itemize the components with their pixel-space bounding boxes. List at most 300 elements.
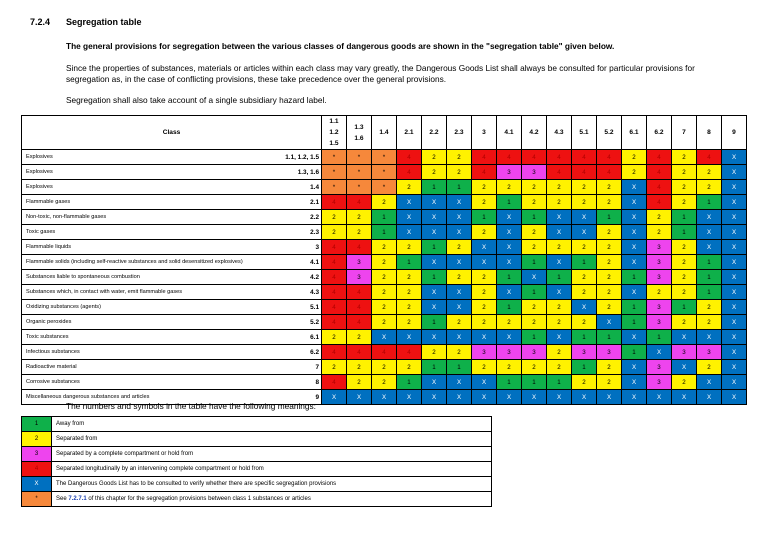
segregation-cell: 2 xyxy=(497,360,522,375)
segregation-cell: 2 xyxy=(672,180,697,195)
segregation-cell: 2 xyxy=(472,195,497,210)
segregation-cell: 3 xyxy=(597,345,622,360)
legend-symbol: X xyxy=(22,477,52,492)
segregation-cell: 2 xyxy=(597,195,622,210)
table-row xyxy=(22,330,747,345)
segregation-cell: 3 xyxy=(472,345,497,360)
segregation-cell: X xyxy=(422,330,447,345)
segregation-cell: 2 xyxy=(447,240,472,255)
segregation-cell: 2 xyxy=(447,150,472,165)
segregation-cell: 2 xyxy=(372,270,397,285)
segregation-cell: * xyxy=(347,165,372,180)
segregation-cell: 1 xyxy=(597,330,622,345)
table-row xyxy=(22,270,747,285)
table-row xyxy=(22,150,747,165)
segregation-cell: 2 xyxy=(547,360,572,375)
row-class-name: Infectious substances xyxy=(22,345,278,360)
segregation-cell: X xyxy=(547,330,572,345)
segregation-cell: 1 xyxy=(672,225,697,240)
segregation-cell: X xyxy=(622,330,647,345)
column-header: 2.2 xyxy=(422,116,447,150)
column-header: 6.2 xyxy=(647,116,672,150)
segregation-cell: X xyxy=(722,375,747,390)
segregation-cell: 2 xyxy=(522,315,547,330)
column-header: 5.2 xyxy=(597,116,622,150)
segregation-cell: 2 xyxy=(647,210,672,225)
segregation-cell: X xyxy=(547,390,572,405)
segregation-cell: 4 xyxy=(347,285,372,300)
segregation-cell: 1 xyxy=(697,285,722,300)
row-class-name: Explosives xyxy=(22,165,278,180)
segregation-cell: X xyxy=(722,195,747,210)
row-class-number: 1.4 xyxy=(278,180,322,195)
dgl-note-paragraph: Since the properties of substances, materials or articles within each class may vary greatly, the Dangerous Goods List shall always be consulted for particular provisions for segregation as, in the case of conflicting provisions, these take precedence over the general provisions. xyxy=(66,63,695,84)
row-class-name: Flammable solids (including self-reactive substances and solid desensitized explosives) xyxy=(22,255,278,270)
segregation-cell: 2 xyxy=(697,165,722,180)
section-number: 7.2.4 xyxy=(30,17,51,27)
row-class-name: Explosives xyxy=(22,150,278,165)
segregation-cell: 1 xyxy=(422,360,447,375)
row-class-number: 8 xyxy=(278,375,322,390)
segregation-cell: 2 xyxy=(597,285,622,300)
segregation-cell: 2 xyxy=(397,240,422,255)
column-header: 6.1 xyxy=(622,116,647,150)
segregation-cell: X xyxy=(397,210,422,225)
legend-table xyxy=(21,416,492,507)
segregation-cell: 2 xyxy=(697,360,722,375)
meanings-intro: The numbers and symbols in the table have the following meanings: xyxy=(66,401,316,411)
segregation-cell: X xyxy=(572,300,597,315)
table-row xyxy=(22,360,747,375)
segregation-cell: 2 xyxy=(572,285,597,300)
segregation-cell: X xyxy=(722,270,747,285)
segregation-cell: X xyxy=(722,165,747,180)
segregation-cell: 2 xyxy=(472,180,497,195)
segregation-cell: 1 xyxy=(447,360,472,375)
segregation-cell: X xyxy=(697,375,722,390)
segregation-cell: X xyxy=(422,195,447,210)
segregation-cell: X xyxy=(447,330,472,345)
segregation-cell: 4 xyxy=(647,195,672,210)
segregation-cell: 4 xyxy=(347,195,372,210)
segregation-cell: 2 xyxy=(447,165,472,180)
segregation-cell: X xyxy=(397,225,422,240)
segregation-cell: 2 xyxy=(522,225,547,240)
segregation-cell: X xyxy=(722,300,747,315)
segregation-cell: 1 xyxy=(522,210,547,225)
segregation-cell: 1 xyxy=(522,330,547,345)
segregation-cell: X xyxy=(422,375,447,390)
legend-symbol: 3 xyxy=(22,447,52,462)
legend-description xyxy=(52,492,492,507)
segregation-cell: 3 xyxy=(647,315,672,330)
segregation-cell: 2 xyxy=(522,360,547,375)
segregation-cell: 4 xyxy=(322,375,347,390)
segregation-cell: 2 xyxy=(672,375,697,390)
row-class-name: Radioactive material xyxy=(22,360,278,375)
segregation-cell: 2 xyxy=(372,195,397,210)
segregation-cell: 4 xyxy=(572,165,597,180)
segregation-cell: 4 xyxy=(497,150,522,165)
segregation-cell: X xyxy=(497,330,522,345)
segregation-cell: 2 xyxy=(372,285,397,300)
segregation-cell: 4 xyxy=(347,300,372,315)
table-row xyxy=(22,180,747,195)
segregation-cell: 1 xyxy=(697,255,722,270)
segregation-cell: 1 xyxy=(622,315,647,330)
segregation-cell: 4 xyxy=(472,165,497,180)
row-class-name: Flammable liquids xyxy=(22,240,278,255)
segregation-cell: 2 xyxy=(397,270,422,285)
row-class-number: 5.1 xyxy=(278,300,322,315)
legend-row xyxy=(22,447,492,462)
legend-description: Away from xyxy=(52,417,492,432)
segregation-cell: 4 xyxy=(322,195,347,210)
segregation-cell: 2 xyxy=(547,240,572,255)
segregation-cell: 1 xyxy=(447,180,472,195)
segregation-cell: 2 xyxy=(672,165,697,180)
segregation-cell: X xyxy=(722,225,747,240)
segregation-cell: 2 xyxy=(472,270,497,285)
segregation-cell: X xyxy=(722,150,747,165)
column-header: 1.3 1.6 xyxy=(347,116,372,150)
segregation-cell: 2 xyxy=(522,180,547,195)
segregation-cell: 3 xyxy=(347,270,372,285)
legend-row xyxy=(22,477,492,492)
legend-row xyxy=(22,492,492,507)
segregation-cell: 3 xyxy=(647,255,672,270)
segregation-cell: 2 xyxy=(347,360,372,375)
segregation-cell: 1 xyxy=(497,375,522,390)
segregation-cell: 1 xyxy=(572,330,597,345)
table-body xyxy=(22,150,747,405)
segregation-cell: X xyxy=(422,210,447,225)
segregation-cell: X xyxy=(622,180,647,195)
legend-symbol: 2 xyxy=(22,432,52,447)
segregation-cell: X xyxy=(622,210,647,225)
segregation-cell: 2 xyxy=(572,195,597,210)
segregation-cell: 2 xyxy=(497,315,522,330)
segregation-cell: 2 xyxy=(497,180,522,195)
segregation-cell: 2 xyxy=(547,345,572,360)
legend-description: Separated by a complete compartment or hold from xyxy=(52,447,492,462)
segregation-cell: X xyxy=(647,390,672,405)
row-class-name: Oxidizing substances (agents) xyxy=(22,300,278,315)
segregation-cell: 2 xyxy=(422,345,447,360)
segregation-cell: 4 xyxy=(347,315,372,330)
segregation-cell: 2 xyxy=(422,165,447,180)
segregation-cell: 4 xyxy=(322,255,347,270)
segregation-cell: 4 xyxy=(572,150,597,165)
legend-row xyxy=(22,432,492,447)
table-row xyxy=(22,225,747,240)
segregation-cell: 2 xyxy=(372,255,397,270)
segregation-cell: 2 xyxy=(422,150,447,165)
segregation-cell: 1 xyxy=(422,315,447,330)
row-class-name: Explosives xyxy=(22,180,278,195)
table-row xyxy=(22,210,747,225)
segregation-cell: X xyxy=(547,225,572,240)
segregation-cell: X xyxy=(697,240,722,255)
segregation-cell: 2 xyxy=(572,180,597,195)
segregation-cell: 2 xyxy=(672,255,697,270)
row-class-name: Corrosive substances xyxy=(22,375,278,390)
segregation-cell: 1 xyxy=(497,300,522,315)
segregation-cell: 2 xyxy=(472,225,497,240)
segregation-cell: 1 xyxy=(422,180,447,195)
column-header: 2.3 xyxy=(447,116,472,150)
segregation-cell: 1 xyxy=(522,255,547,270)
segregation-cell: 2 xyxy=(572,315,597,330)
segregation-cell: X xyxy=(672,390,697,405)
segregation-cell: X xyxy=(647,345,672,360)
segregation-cell: X xyxy=(397,330,422,345)
column-header: 3 xyxy=(472,116,497,150)
segregation-cell: 3 xyxy=(672,345,697,360)
table-row xyxy=(22,285,747,300)
table-row xyxy=(22,165,747,180)
segregation-cell: X xyxy=(447,285,472,300)
segregation-cell: X xyxy=(722,210,747,225)
column-header: 5.1 xyxy=(572,116,597,150)
row-class-name: Non-toxic, non-flammable gases xyxy=(22,210,278,225)
segregation-cell: 2 xyxy=(597,225,622,240)
section-reference-link[interactable]: 7.2.7.1 xyxy=(68,496,87,502)
segregation-cell: 2 xyxy=(522,240,547,255)
row-class-number: 1.3, 1.6 xyxy=(278,165,322,180)
segregation-cell: * xyxy=(372,165,397,180)
row-class-number: 7 xyxy=(278,360,322,375)
segregation-cell: X xyxy=(697,225,722,240)
segregation-cell: X xyxy=(497,390,522,405)
column-header: 4.1 xyxy=(497,116,522,150)
segregation-cell: 4 xyxy=(472,150,497,165)
table-row xyxy=(22,315,747,330)
segregation-cell: 2 xyxy=(372,300,397,315)
segregation-cell: 2 xyxy=(397,315,422,330)
segregation-cell: 2 xyxy=(622,165,647,180)
segregation-cell: 2 xyxy=(372,240,397,255)
segregation-cell: 2 xyxy=(547,180,572,195)
segregation-cell: 2 xyxy=(347,330,372,345)
row-class-number: 2.1 xyxy=(278,195,322,210)
segregation-cell: X xyxy=(447,375,472,390)
segregation-table xyxy=(21,115,747,405)
segregation-cell: 2 xyxy=(397,360,422,375)
table-row xyxy=(22,375,747,390)
segregation-cell: 2 xyxy=(597,255,622,270)
segregation-cell: X xyxy=(422,225,447,240)
segregation-cell: X xyxy=(447,225,472,240)
segregation-cell: X xyxy=(497,255,522,270)
segregation-cell: X xyxy=(472,390,497,405)
row-class-name: Toxic substances xyxy=(22,330,278,345)
segregation-cell: X xyxy=(447,300,472,315)
table-row xyxy=(22,255,747,270)
segregation-cell: 3 xyxy=(647,360,672,375)
segregation-cell: X xyxy=(572,390,597,405)
row-class-name: Organic peroxides xyxy=(22,315,278,330)
segregation-cell: * xyxy=(372,180,397,195)
segregation-cell: 1 xyxy=(572,255,597,270)
segregation-cell: 4 xyxy=(322,285,347,300)
segregation-cell: 4 xyxy=(647,165,672,180)
segregation-cell: 1 xyxy=(622,270,647,285)
segregation-cell: 1 xyxy=(497,195,522,210)
segregation-cell: 1 xyxy=(372,225,397,240)
segregation-cell: X xyxy=(722,255,747,270)
segregation-cell: 1 xyxy=(497,270,522,285)
segregation-cell: 2 xyxy=(597,360,622,375)
segregation-cell: * xyxy=(322,150,347,165)
segregation-cell: 1 xyxy=(522,375,547,390)
segregation-cell: X xyxy=(547,285,572,300)
segregation-cell: 3 xyxy=(522,345,547,360)
segregation-cell: 4 xyxy=(547,150,572,165)
segregation-cell: X xyxy=(422,300,447,315)
class-column-header: Class xyxy=(22,116,322,150)
row-class-name: Substances liable to spontaneous combustion xyxy=(22,270,278,285)
segregation-cell: 4 xyxy=(597,150,622,165)
segregation-cell: X xyxy=(622,390,647,405)
segregation-cell: 2 xyxy=(547,300,572,315)
segregation-cell: 2 xyxy=(522,195,547,210)
segregation-cell: 3 xyxy=(647,270,672,285)
segregation-cell: 4 xyxy=(697,150,722,165)
segregation-cell: 2 xyxy=(597,240,622,255)
segregation-cell: 1 xyxy=(397,375,422,390)
column-header: 1.4 xyxy=(372,116,397,150)
segregation-cell: 1 xyxy=(622,345,647,360)
table-row xyxy=(22,300,747,315)
segregation-cell: 2 xyxy=(572,270,597,285)
segregation-cell: 2 xyxy=(572,240,597,255)
legend-text-before: See xyxy=(56,496,69,502)
segregation-cell: X xyxy=(447,255,472,270)
row-class-name: Toxic gases xyxy=(22,225,278,240)
legend-text-after: of this chapter for the segregation provisions between class 1 substances or articles xyxy=(86,496,311,502)
segregation-cell: X xyxy=(622,240,647,255)
segregation-cell: 2 xyxy=(472,315,497,330)
segregation-cell: X xyxy=(572,225,597,240)
segregation-cell: 1 xyxy=(672,210,697,225)
segregation-cell: X xyxy=(722,360,747,375)
segregation-cell: 2 xyxy=(597,180,622,195)
segregation-cell: 1 xyxy=(522,285,547,300)
row-class-number: 9 xyxy=(278,390,322,405)
segregation-cell: 1 xyxy=(547,375,572,390)
segregation-cell: X xyxy=(397,195,422,210)
segregation-cell: 2 xyxy=(372,315,397,330)
row-class-number: 5.2 xyxy=(278,315,322,330)
segregation-cell: 2 xyxy=(597,375,622,390)
segregation-cell: X xyxy=(722,240,747,255)
table-row xyxy=(22,345,747,360)
segregation-cell: 2 xyxy=(397,300,422,315)
segregation-cell: 2 xyxy=(447,315,472,330)
segregation-cell: 4 xyxy=(397,165,422,180)
segregation-cell: 2 xyxy=(397,180,422,195)
segregation-cell: 2 xyxy=(597,270,622,285)
segregation-cell: X xyxy=(622,195,647,210)
segregation-cell: 2 xyxy=(322,225,347,240)
segregation-cell: X xyxy=(622,285,647,300)
segregation-cell: 2 xyxy=(522,300,547,315)
segregation-cell: X xyxy=(722,390,747,405)
segregation-cell: 1 xyxy=(472,210,497,225)
segregation-cell: 1 xyxy=(572,360,597,375)
segregation-cell: * xyxy=(322,180,347,195)
segregation-cell: 2 xyxy=(347,210,372,225)
column-header: 8 xyxy=(697,116,722,150)
column-header: 4.2 xyxy=(522,116,547,150)
segregation-cell: X xyxy=(422,390,447,405)
segregation-cell: 4 xyxy=(547,165,572,180)
segregation-cell: 4 xyxy=(322,300,347,315)
row-class-number: 4.2 xyxy=(278,270,322,285)
segregation-cell: 1 xyxy=(672,300,697,315)
legend-description: The Dangerous Goods List has to be consulted to verify whether there are specific segregation provisions xyxy=(52,477,492,492)
subsidiary-paragraph: Segregation shall also take account of a single subsidiary hazard label. xyxy=(66,95,327,105)
column-header: 1.1 1.2 1.5 xyxy=(322,116,347,150)
segregation-cell: 2 xyxy=(472,360,497,375)
segregation-cell: 2 xyxy=(572,375,597,390)
segregation-cell: 2 xyxy=(672,240,697,255)
segregation-cell: X xyxy=(622,375,647,390)
segregation-cell: 2 xyxy=(447,345,472,360)
segregation-cell: X xyxy=(447,195,472,210)
segregation-cell: X xyxy=(397,390,422,405)
segregation-cell: 1 xyxy=(697,195,722,210)
segregation-cell: 2 xyxy=(672,195,697,210)
segregation-cell: X xyxy=(372,330,397,345)
segregation-cell: X xyxy=(447,210,472,225)
segregation-cell: 3 xyxy=(522,165,547,180)
row-class-number: 2.3 xyxy=(278,225,322,240)
segregation-cell: 2 xyxy=(672,150,697,165)
segregation-cell: 2 xyxy=(672,270,697,285)
segregation-cell: X xyxy=(622,255,647,270)
segregation-cell: X xyxy=(347,390,372,405)
segregation-cell: X xyxy=(722,285,747,300)
segregation-cell: X xyxy=(472,255,497,270)
segregation-cell: 2 xyxy=(447,270,472,285)
segregation-cell: 2 xyxy=(472,285,497,300)
segregation-cell: * xyxy=(372,150,397,165)
segregation-cell: 3 xyxy=(497,345,522,360)
segregation-cell: X xyxy=(622,360,647,375)
legend-symbol: 4 xyxy=(22,462,52,477)
segregation-cell: X xyxy=(472,330,497,345)
segregation-cell: 4 xyxy=(647,180,672,195)
segregation-cell: 4 xyxy=(322,270,347,285)
segregation-cell: X xyxy=(547,210,572,225)
segregation-cell: 4 xyxy=(597,165,622,180)
segregation-cell: 2 xyxy=(372,375,397,390)
segregation-cell: 1 xyxy=(397,255,422,270)
segregation-cell: X xyxy=(522,390,547,405)
segregation-cell: 2 xyxy=(547,315,572,330)
segregation-cell: 1 xyxy=(547,270,572,285)
segregation-cell: 1 xyxy=(372,210,397,225)
segregation-cell: 3 xyxy=(572,345,597,360)
segregation-cell: 4 xyxy=(522,150,547,165)
segregation-cell: X xyxy=(722,315,747,330)
segregation-cell: X xyxy=(597,315,622,330)
segregation-cell: X xyxy=(322,390,347,405)
row-class-number: 6.1 xyxy=(278,330,322,345)
segregation-cell: 4 xyxy=(397,345,422,360)
